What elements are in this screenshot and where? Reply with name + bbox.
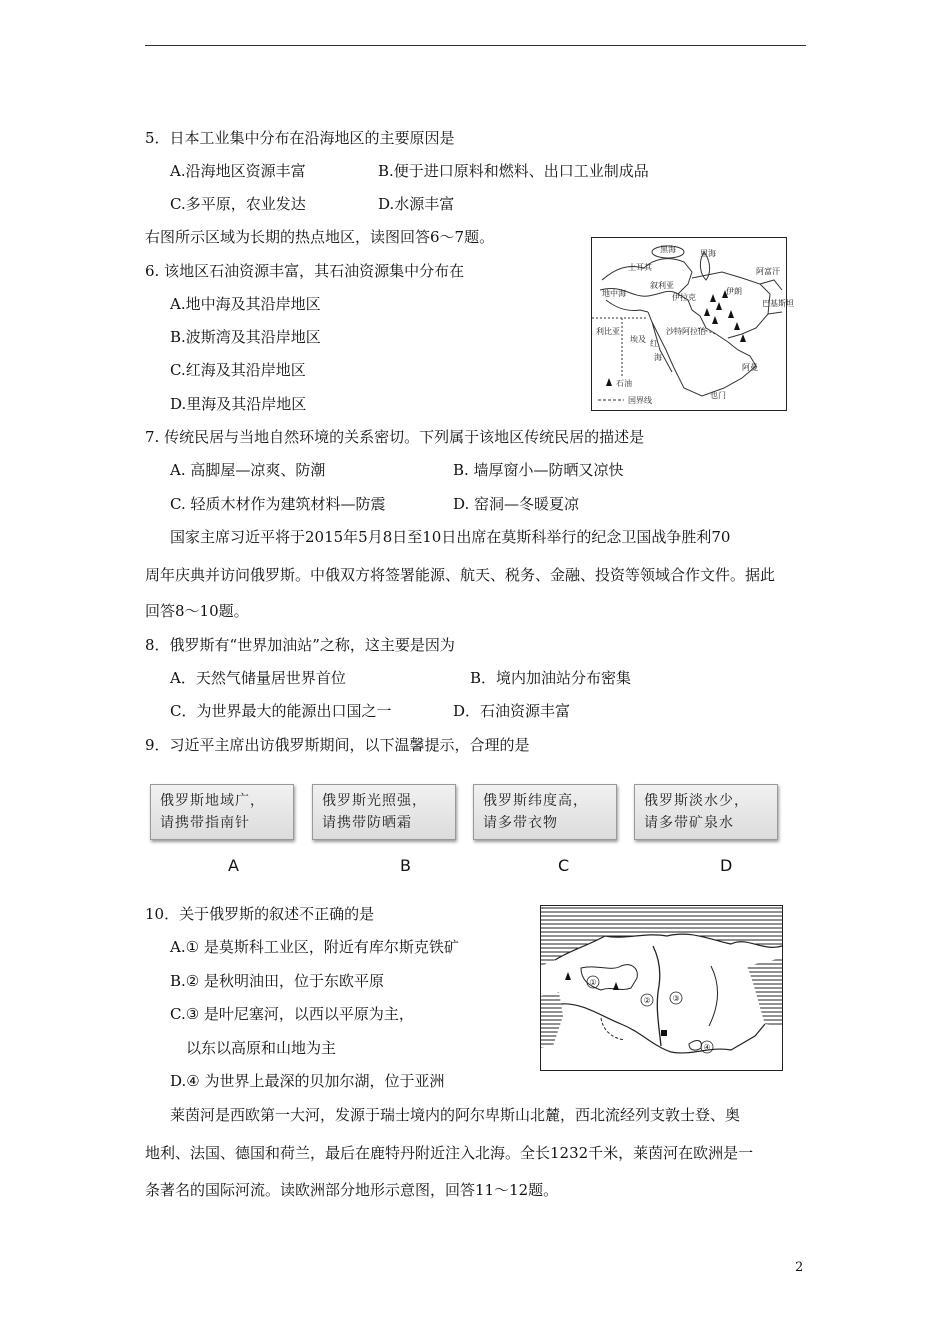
q6-option-c: C.红海及其沿岸地区 [170,361,306,379]
q5-stem: 5．日本工业集中分布在沿海地区的主要原因是 [145,129,455,147]
russia-map-marker-1: ① [589,978,597,987]
passage-8-10-line3: 回答8～10题。 [145,602,249,620]
q9-card-c-line1: 俄罗斯纬度高， [483,793,588,809]
q6-option-d: D.里海及其沿岸地区 [170,395,307,413]
header-rule [145,45,806,46]
legend-oil: 石油 [616,379,632,388]
passage-11-12-line3: 条著名的国际河流。读欧洲部分地形示意图，回答11～12题。 [145,1181,559,1199]
russia-map-drawing [541,906,782,1070]
label-hai: 海 [654,353,662,362]
q8-stem: 8．俄罗斯有“世界加油站”之称，这主要是因为 [145,636,455,654]
russia-map-marker-4: ④ [703,1043,711,1052]
label-aiji: 埃及 [630,335,646,344]
q7-option-c: C. 轻质木材作为建筑材料—防震 [170,495,386,513]
q7-option-b: B. 墙厚窗小—防晒又凉快 [453,461,624,479]
intro-6-7: 右图所示区域为长期的热点地区，读图回答6～7题。 [145,228,495,246]
q9-card-b-line2: 请携带防晒霜 [322,815,412,831]
label-aman: 阿曼 [742,363,758,372]
q6-option-b: B.波斯湾及其沿岸地区 [170,328,321,346]
q5-option-c: C.多平原，农业发达 [170,195,306,213]
passage-11-12-line1: 莱茵河是西欧第一大河，发源于瑞士境内的阿尔卑斯山北麓，西北流经列支敦士登、奥 [170,1106,741,1124]
q7-option-a: A. 高脚屋—凉爽、防潮 [170,461,326,479]
russia-map-marker-3: ③ [672,994,680,1003]
q8-option-a: A．天然气储量居世界首位 [170,669,346,687]
passage-8-10-line2: 周年庆典并访问俄罗斯。中俄双方将签署能源、航天、税务、金融、投资等领域合作文件。据此 [145,566,776,584]
q9-card-b-letter: B [400,856,411,875]
russia-map-marker-2: ② [643,996,651,1005]
q9-card-c-line2: 请多带衣物 [483,815,558,831]
q6-stem: 6. 该地区石油资源丰富，其石油资源集中分布在 [145,262,465,280]
q9-card-d-line1: 俄罗斯淡水少， [644,793,749,809]
q9-stem: 9．习近平主席出访俄罗斯期间，以下温馨提示，合理的是 [145,736,530,754]
q8-option-c: C．为世界最大的能源出口国之一 [170,702,392,720]
q9-card-d-line2: 请多带矿泉水 [644,815,734,831]
q10-option-b: B.② 是秋明油田，位于东欧平原 [170,972,385,990]
q9-card-c [469,780,621,850]
middle-east-map [591,237,794,411]
q9-card-a-line1: 俄罗斯地域广， [160,793,265,809]
q10-stem: 10．关于俄罗斯的叙述不正确的是 [145,905,375,923]
q6-option-a: A.地中海及其沿岸地区 [170,295,321,313]
label-yilake: 伊拉克 [672,293,696,302]
label-lihai: 里海 [700,249,716,258]
q9-card-d [630,780,782,850]
middle-east-map-drawing [592,238,794,410]
label-yilang: 伊朗 [726,287,742,296]
label-yemen: 也门 [710,391,726,400]
passage-11-12-line2: 地利、法国、德国和荷兰，最后在鹿特丹附近注入北海。全长1232千米，莱茵河在欧洲是一 [145,1144,754,1162]
q9-card-b-line1: 俄罗斯光照强， [322,793,427,809]
q10-option-a: A.① 是莫斯科工业区，附近有库尔斯克铁矿 [170,938,459,956]
label-bajisitan: 巴基斯坦 [762,299,794,308]
q10-option-c-line1: C.③ 是叶尼塞河，以西以平原为主， [170,1005,414,1023]
label-afuhan: 阿富汗 [756,267,780,276]
q8-option-d: D．石油资源丰富 [453,702,571,720]
label-dizhonghai: 地中海 [602,289,626,298]
label-heihai: 黑海 [660,245,676,254]
q5-option-b: B.便于进口原料和燃料、出口工业制成品 [378,162,649,180]
passage-8-10-line1: 国家主席习近平将于2015年5月8日至10日出席在莫斯科举行的纪念卫国战争胜利70 [170,528,731,546]
q5-option-a: A.沿海地区资源丰富 [170,162,306,180]
q8-option-b: B．境内加油站分布密集 [470,669,632,687]
q9-card-b [308,780,460,850]
q9-card-d-letter: D [720,856,733,875]
q10-option-c-line2: 以东以高原和山地为主 [186,1039,337,1057]
q9-card-a-line2: 请携带指南针 [160,815,250,831]
russia-map [540,905,783,1071]
label-tuerqi: 土耳其 [628,263,652,272]
label-libiya: 利比亚 [596,327,620,336]
q5-option-d: D.水源丰富 [378,195,455,213]
legend-border: 国界线 [628,396,652,405]
q9-card-a-letter: A [228,856,239,875]
label-shate: 沙特阿拉伯 [666,327,706,336]
q7-stem: 7. 传统民居与当地自然环境的关系密切。下列属于该地区传统民居的描述是 [145,428,645,446]
q9-card-c-letter: C [558,856,570,875]
q10-option-d: D.④ 为世界上最深的贝加尔湖，位于亚洲 [170,1072,445,1090]
page-number: 2 [795,1260,804,1275]
q7-option-d: D. 窑洞—冬暖夏凉 [453,495,580,513]
label-hong: 红 [650,339,658,348]
q9-card-a [146,780,298,850]
label-xuliya: 叙利亚 [650,281,674,290]
